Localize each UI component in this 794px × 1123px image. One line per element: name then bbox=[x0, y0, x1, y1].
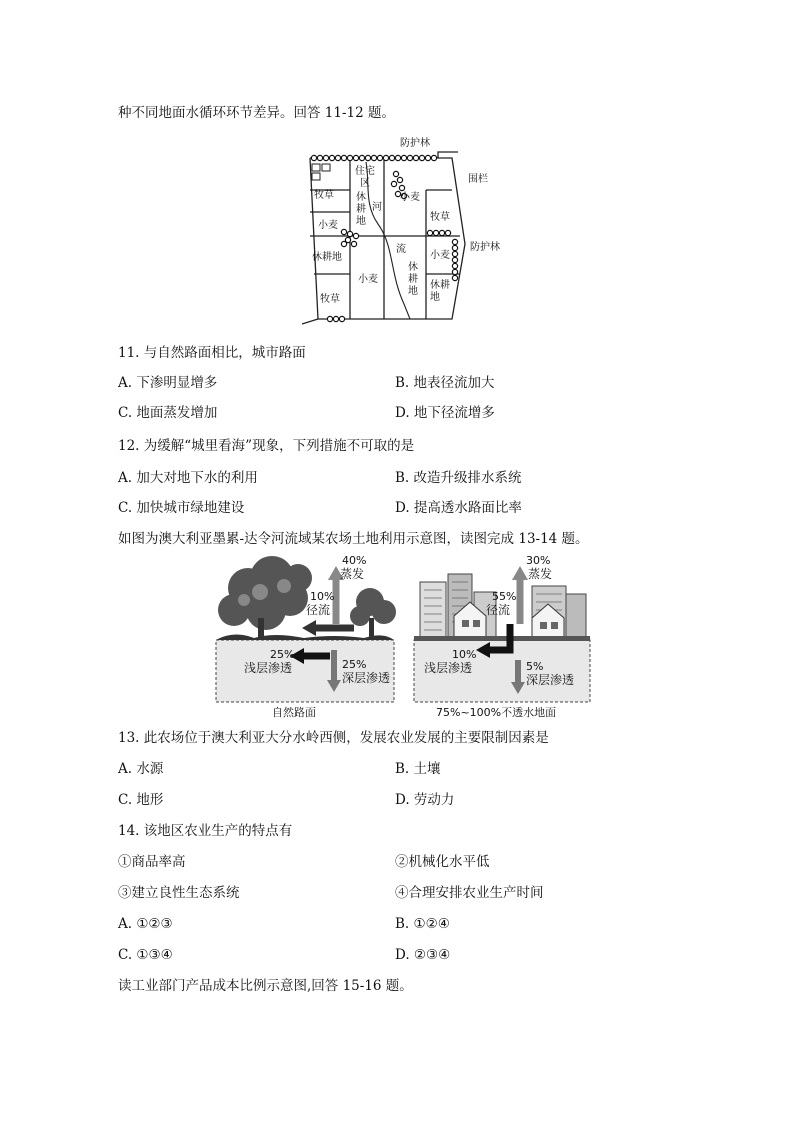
natural-caption: 自然路面 bbox=[272, 706, 316, 719]
label-xiaomai-2: 小麦 bbox=[400, 192, 420, 203]
natural-evap-pct: 40% bbox=[342, 554, 367, 567]
intro-text-3: 读工业部门产品成本比例示意图,回答 15-16 题。 bbox=[118, 978, 413, 994]
label-xiugeng-1b: 耕 bbox=[356, 204, 366, 215]
q13-option-b[interactable]: B. 土壤 bbox=[395, 761, 441, 777]
label-mucao-2: 牧草 bbox=[430, 212, 450, 223]
label-liu: 流 bbox=[396, 244, 406, 255]
q13-option-a[interactable]: A. 水源 bbox=[118, 761, 164, 777]
label-xiaomai-1: 小麦 bbox=[318, 220, 338, 231]
label-fanghulin-right: 防护林 bbox=[470, 242, 500, 253]
q14-option-a[interactable]: A. ①②③ bbox=[118, 916, 173, 932]
q14-option-c[interactable]: C. ①③④ bbox=[118, 947, 173, 963]
label-xiugeng-1c: 地 bbox=[356, 216, 366, 227]
q14-statement-1: ①商品率高 bbox=[118, 854, 186, 870]
water-cycle-figure bbox=[214, 552, 594, 722]
natural-runoff-pct: 10% bbox=[310, 590, 335, 603]
urban-deep-pct: 5% bbox=[526, 660, 544, 673]
label-fanghulin-top: 防护林 bbox=[400, 138, 430, 149]
q12-option-b[interactable]: B. 改造升级排水系统 bbox=[395, 470, 522, 486]
q11-option-c[interactable]: C. 地面蒸发增加 bbox=[118, 405, 218, 421]
q12-stem: 12. 为缓解“城里看海”现象，下列措施不可取的是 bbox=[118, 438, 415, 454]
q14-statement-2: ②机械化水平低 bbox=[395, 854, 490, 870]
urban-caption: 75%~100%不透水地面 bbox=[436, 706, 557, 719]
urban-evap-label: 蒸发 bbox=[528, 567, 553, 581]
q11-option-b[interactable]: B. 地表径流加大 bbox=[395, 375, 495, 391]
q11-option-d[interactable]: D. 地下径流增多 bbox=[395, 405, 495, 421]
urban-runoff-pct: 55% bbox=[492, 590, 517, 603]
urban-evap-pct: 30% bbox=[526, 554, 551, 567]
natural-shallow-label: 浅层渗透 bbox=[244, 661, 293, 675]
label-xiugeng-2: 休耕地 bbox=[312, 252, 342, 263]
natural-deep-pct: 25% bbox=[342, 658, 367, 671]
urban-shallow-label: 浅层渗透 bbox=[424, 661, 473, 675]
label-xiugeng-1a: 休 bbox=[356, 192, 366, 203]
label-xiugeng-4b: 地 bbox=[430, 292, 440, 303]
label-xiugeng-4a: 休耕 bbox=[430, 280, 450, 291]
label-mucao-1: 牧草 bbox=[314, 190, 334, 201]
natural-runoff-label: 径流 bbox=[306, 603, 331, 617]
q12-option-c[interactable]: C. 加快城市绿地建设 bbox=[118, 500, 245, 516]
label-zhuzhai: 住宅 bbox=[355, 166, 375, 177]
farm-land-use-map bbox=[300, 134, 510, 334]
urban-shallow-pct: 10% bbox=[452, 648, 477, 661]
natural-surface-panel bbox=[216, 554, 396, 719]
natural-deep-label: 深层渗透 bbox=[342, 671, 391, 685]
natural-evap-label: 蒸发 bbox=[340, 567, 365, 581]
q12-option-a[interactable]: A. 加大对地下水的利用 bbox=[118, 470, 258, 486]
q14-statement-4: ④合理安排农业生产时间 bbox=[395, 885, 544, 901]
intro-text-1: 种不同地面水循环环节差异。回答 11-12 题。 bbox=[118, 105, 395, 121]
q13-option-c[interactable]: C. 地形 bbox=[118, 792, 164, 808]
label-xiaomai-3: 小麦 bbox=[358, 274, 378, 285]
q14-statement-3: ③建立良性生态系统 bbox=[118, 885, 240, 901]
intro-text-2: 如图为澳大利亚墨累-达令河流域某农场土地利用示意图，读图完成 13-14 题。 bbox=[118, 531, 589, 547]
label-xiugeng-3c: 地 bbox=[408, 286, 418, 297]
urban-deep-label: 深层渗透 bbox=[526, 673, 575, 687]
q14-option-b[interactable]: B. ①②④ bbox=[395, 916, 450, 932]
label-xiugeng-3a: 休 bbox=[408, 262, 418, 273]
q13-stem: 13. 此农场位于澳大利亚大分水岭西侧，发展农业发展的主要限制因素是 bbox=[118, 730, 549, 746]
q12-option-d[interactable]: D. 提高透水路面比率 bbox=[395, 500, 522, 516]
label-mucao-3: 牧草 bbox=[320, 294, 340, 305]
q11-stem: 11. 与自然路面相比，城市路面 bbox=[118, 345, 306, 361]
urban-runoff-label: 径流 bbox=[486, 603, 511, 617]
label-zhuzhai-qu: 区 bbox=[360, 178, 370, 189]
q13-option-d[interactable]: D. 劳动力 bbox=[395, 792, 455, 808]
q14-option-d[interactable]: D. ②③④ bbox=[395, 947, 451, 963]
q11-option-a[interactable]: A. 下渗明显增多 bbox=[118, 375, 218, 391]
q14-stem: 14. 该地区农业生产的特点有 bbox=[118, 823, 293, 839]
label-xiugeng-3b: 耕 bbox=[408, 274, 418, 285]
label-xiaomai-4: 小麦 bbox=[430, 250, 450, 261]
urban-surface-panel bbox=[414, 554, 590, 719]
label-weilan: 围栏 bbox=[468, 174, 488, 185]
label-he: 河 bbox=[372, 202, 382, 213]
natural-shallow-pct: 25% bbox=[270, 648, 295, 661]
